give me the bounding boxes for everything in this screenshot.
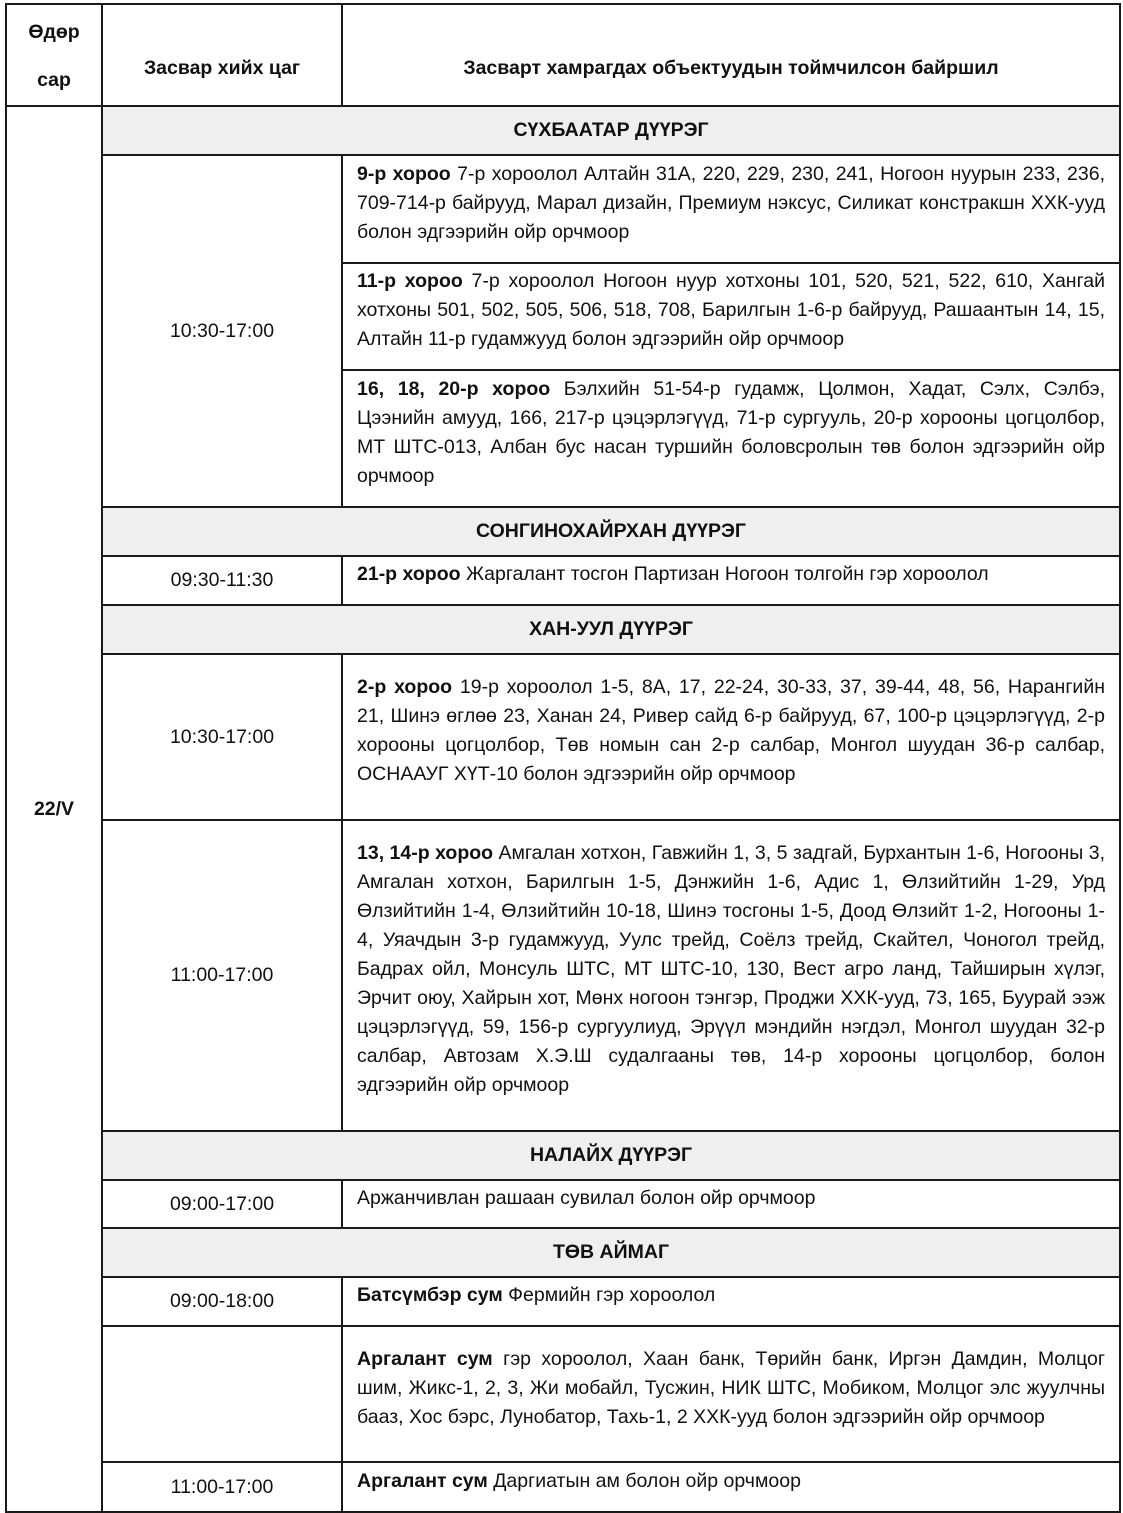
location-cell [342, 155, 1120, 263]
header-row [6, 4, 1120, 106]
header-date-line1: Өдөр [28, 21, 80, 43]
location-cell [342, 654, 1120, 820]
maintenance-schedule-table [5, 3, 1121, 1513]
location-text: Даргиатын ам болон ойр орчмоор [487, 1469, 801, 1492]
location-text: 19-р хороолол 1-5, 8А, 17, 22-24, 30-33, 37, 39-44, 48, 56, Нарангийн 21, Шинэ өглөө 23, Ханан 24, Ривер сайд 6-р байрууд, 67, 100-р цэцэрлэгүүд, 2-р хорооны цогцолбор, Төв номын сан 2-р салбар, Монгол шуудан 36-р салбар, ОСНААУГ ХҮТ-10 болон эдгээрийн ойр орчмоор [357, 676, 1105, 785]
location-cell [342, 263, 1120, 370]
location-text: 7-р хороолол Алтайн 31А, 220, 229, 230, 241, Ногоон нуурын 233, 236, 709-714-р байрууд, Марал дизайн, Премиум нэксус, Силикат констракшн ХХК-ууд болон эдгээрийн ойр орчмоор [357, 162, 1105, 243]
location-text: Жаргалант тосгон Партизан Ногоон толгойн гэр хороолол [460, 563, 989, 585]
table-row [6, 556, 1120, 605]
location-cell [342, 1326, 1120, 1462]
location-bold: 9-р хороо [357, 162, 451, 185]
location-cell [342, 820, 1120, 1131]
section-row [6, 605, 1120, 654]
section-row [6, 1228, 1120, 1277]
header-location: Засварт хамрагдах объектуудын тоймчилсон байршил [342, 4, 1120, 106]
time-cell: 10:30-17:00 [102, 654, 342, 820]
location-cell [342, 1462, 1120, 1512]
location-bold: 11-р хороо [357, 270, 463, 292]
location-bold: 13, 14-р хороо [357, 842, 494, 864]
header-date-line2: сар [37, 69, 71, 91]
table-row [6, 820, 1120, 1131]
header-date [6, 4, 102, 106]
date-cell: 22/V [6, 106, 102, 1512]
table-row [6, 1462, 1120, 1512]
location-cell [342, 556, 1120, 605]
time-cell: 09:00-18:00 [102, 1277, 342, 1326]
table-row [6, 1326, 1120, 1462]
location-text: Бэлхийн 51-54-р гудамж, Цолмон, Хадат, Сэлх, Сэлбэ, Цээнийн амууд, 166, 217-р цэцэрлэгүүд, 71-р сургууль, 20-р хорооны цогцолбор, МТ ШТС-013, Албан бус насан туршийн боловсролын төв болон эдгээрийн ойр орчмоор [357, 377, 1105, 487]
section-row [6, 106, 1120, 155]
time-cell: 09:00-17:00 [102, 1180, 342, 1228]
location-bold: Батсүмбэр сум [357, 1284, 503, 1306]
table-row [6, 1277, 1120, 1326]
section-row [6, 507, 1120, 556]
location-text: Фермийн гэр хороолол [502, 1284, 716, 1306]
location-bold: Аргалант сум [357, 1347, 493, 1370]
location-bold: 16, 18, 20-р хороо [357, 377, 551, 400]
section-row [6, 1131, 1120, 1180]
location-bold: 2-р хороо [357, 676, 453, 698]
location-text: Аржанчивлан рашаан сувилал болон ойр орчмоор [357, 1186, 816, 1209]
section-songinokhairkhan: СОНГИНОХАЙРХАН ДҮҮРЭГ [102, 507, 1120, 556]
location-cell [342, 1180, 1120, 1228]
time-cell [102, 1326, 342, 1462]
time-cell: 10:30-17:00 [102, 155, 342, 507]
location-text: Амгалан хотхон, Гавжийн 1, 3, 5 задгай, Бурхантын 1-6, Ногооны 3, Амгалан хотхон, Барилгын 1-5, Дэнжийн 1-6, Адис 1, Өлзийтийн 1-29, Урд Өлзийтийн 1-4, Өлзийтийн 10-18, Шинэ тосгоны 1-5, Доод Өлзийт 1-2, Ногооны 1-4, Уяачдын 3-р гудамжууд, Уулс трейд, Соёлз трейд, Скайтел, Чоногол трейд, Бадрах ойл, Монсуль ШТС, МТ ШТС-10, 130, Вест агро ланд, Тайширын хүлэг, Эрчит оюу, Хайрын хот, Мөнх ногоон тэнгэр, Проджи ХХК-ууд, 73, 165, Буурай ээж цэцэрлэгүүд, 59, 156-р сургуулиуд, Эрүүл мэндийн нэгдэл, Монгол шуудан 32-р салбар, Автозам Х.Э.Ш судалгааны төв, 14-р хорооны цогцолбор, болон эдгээрийн ойр орчмоор [357, 842, 1105, 1096]
location-text: гэр хороолол, Хаан банк, Төрийн банк, Иргэн Дамдин, Молцог шим, Жикс-1, 2, 3, Жи мобайл, Тусжин, НИК ШТС, Мобиком, Молцог элс жуулчны бааз, Хос бэрс, Лунобатор, Тахь-1, 2 ХХК-ууд болон эдгээрийн ойр орчмоор [357, 1347, 1106, 1428]
section-khan-uul: ХАН-УУЛ ДҮҮРЭГ [102, 605, 1120, 654]
section-nalaikh: НАЛАЙХ ДҮҮРЭГ [102, 1131, 1120, 1180]
section-tuv-aimag: ТӨВ АЙМАГ [102, 1228, 1120, 1277]
location-cell [342, 1277, 1120, 1326]
location-text: 7-р хороолол Ногоон нуур хотхоны 101, 520, 521, 522, 610, Хангай хотхоны 501, 502, 505, 506, 518, 708, Барилгын 1-6-р байрууд, Рашаантын 14, 15, Алтайн 11-р гудамжууд болон эдгээрийн ойр орчмоор [357, 270, 1105, 350]
table-row [6, 654, 1120, 820]
time-cell: 11:00-17:00 [102, 820, 342, 1131]
location-bold: 21-р хороо [357, 563, 461, 585]
location-bold: Аргалант сум [357, 1469, 488, 1492]
table-row [6, 155, 1120, 263]
table-row [6, 1180, 1120, 1228]
location-cell [342, 370, 1120, 507]
header-time: Засвар хийх цаг [102, 4, 342, 106]
time-cell: 11:00-17:00 [102, 1462, 342, 1512]
section-sukhbaatar: СҮХБААТАР ДҮҮРЭГ [102, 106, 1120, 155]
time-cell: 09:30-11:30 [102, 556, 342, 605]
